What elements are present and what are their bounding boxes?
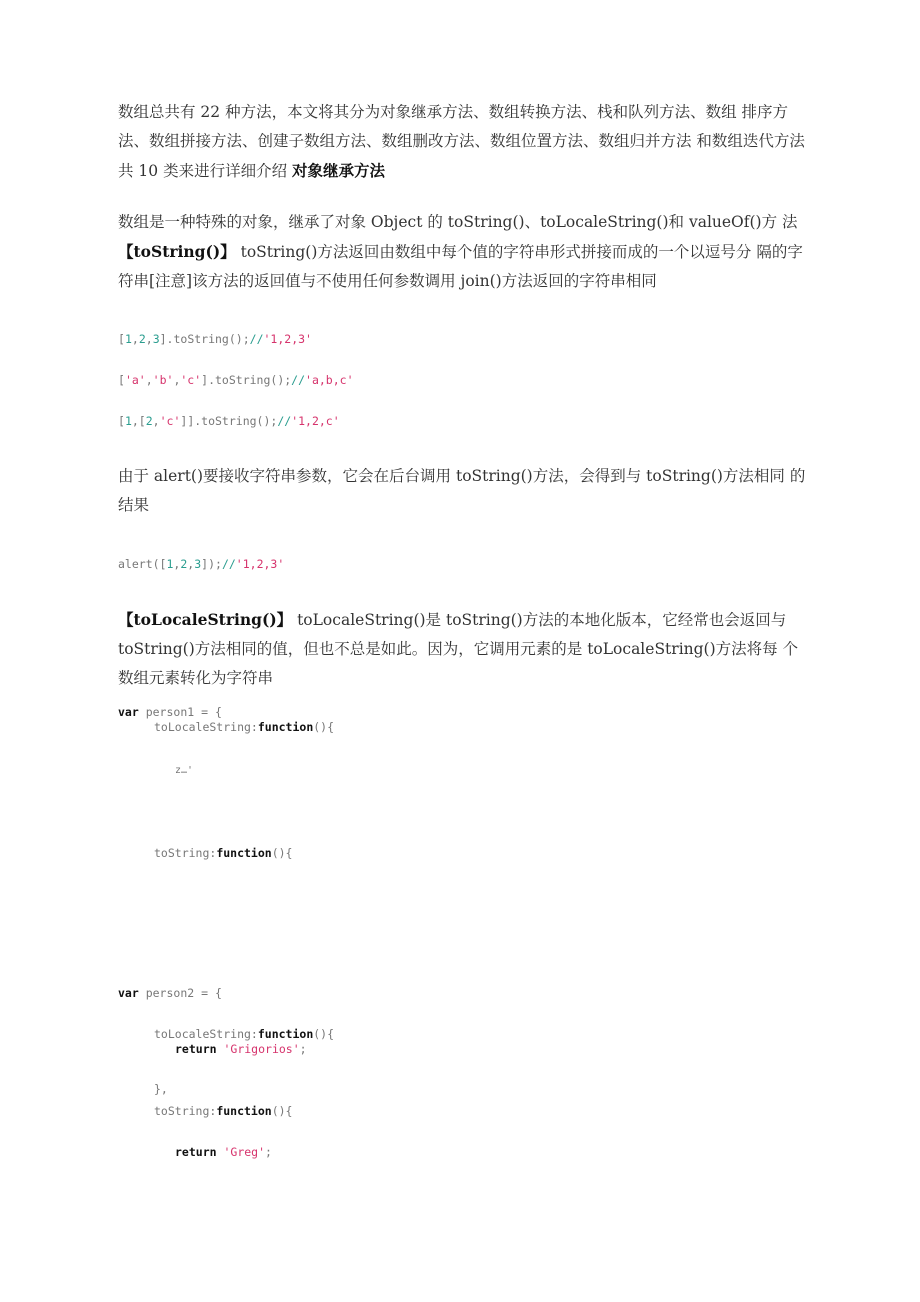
tolocalestring-description: toLocaleString()是 toString()方法的本地化版本，它经常也会返回与 toString()方法相同的值，但也不总是如此。因为，它调用元素的是 toLocaleString()方法将每 个数组元素转化为字符串	[118, 611, 799, 687]
tostring-paragraph	[118, 208, 808, 296]
code-line-tostring-strings: ['a','b','c'].toString();//'a,b,c'	[118, 373, 354, 387]
section-heading-object-inheritance: 对象继承方法	[292, 161, 386, 180]
code-line-return-grigorios: return 'Grigorios';	[175, 1042, 307, 1056]
code-line-alert: alert([1,2,3]);//'1,2,3'	[118, 557, 285, 571]
tolocalestring-paragraph	[118, 605, 808, 693]
code-line-person2-tostring: toString:function(){	[154, 1104, 293, 1118]
tostring-heading: 【toString()】	[118, 242, 236, 261]
code-line-person2-tolocalestring: toLocaleString:function(){	[154, 1027, 335, 1041]
code-line-fragment: z…'	[175, 765, 194, 776]
tostring-description: toString()方法返回由数组中每个值的字符串形式拼接而成的一个以逗号分 隔的字符串[注意]该方法的返回值与不使用任何参数调用 join()方法返回的字符串相同	[118, 243, 803, 290]
code-line-person1-declaration: var person1 = {	[118, 705, 222, 719]
code-line-closing-brace: },	[154, 1082, 168, 1096]
alert-paragraph	[118, 462, 808, 520]
code-line-tostring-numbers: [1,2,3].toString();//'1,2,3'	[118, 332, 312, 346]
code-line-tostring-nested: [1,[2,'c']].toString();//'1,2,c'	[118, 414, 340, 428]
inheritance-text: 数组是一种特殊的对象，继承了对象 Object 的 toString()、toLocaleString()和 valueOf()方 法	[118, 213, 798, 231]
code-line-person1-tostring: toString:function(){	[154, 846, 293, 860]
alert-text: 由于 alert()要接收字符串参数，它会在后台调用 toString()方法，会得到与 toString()方法相同 的结果	[118, 467, 806, 514]
intro-text: 数组总共有 22 种方法，本文将其分为对象继承方法、数组转换方法、栈和队列方法、数组 排序方法、数组拼接方法、创建子数组方法、数组删改方法、数组位置方法、数组归并方法 和数组迭代方法共 10 类来进行详细介绍	[118, 103, 805, 180]
code-line-person1-tolocalestring: toLocaleString:function(){	[154, 720, 335, 734]
intro-paragraph	[118, 98, 808, 186]
code-line-person2-declaration: var person2 = {	[118, 986, 222, 1000]
code-line-return-greg: return 'Greg';	[175, 1145, 272, 1159]
tolocalestring-heading: 【toLocaleString()】	[118, 610, 293, 629]
